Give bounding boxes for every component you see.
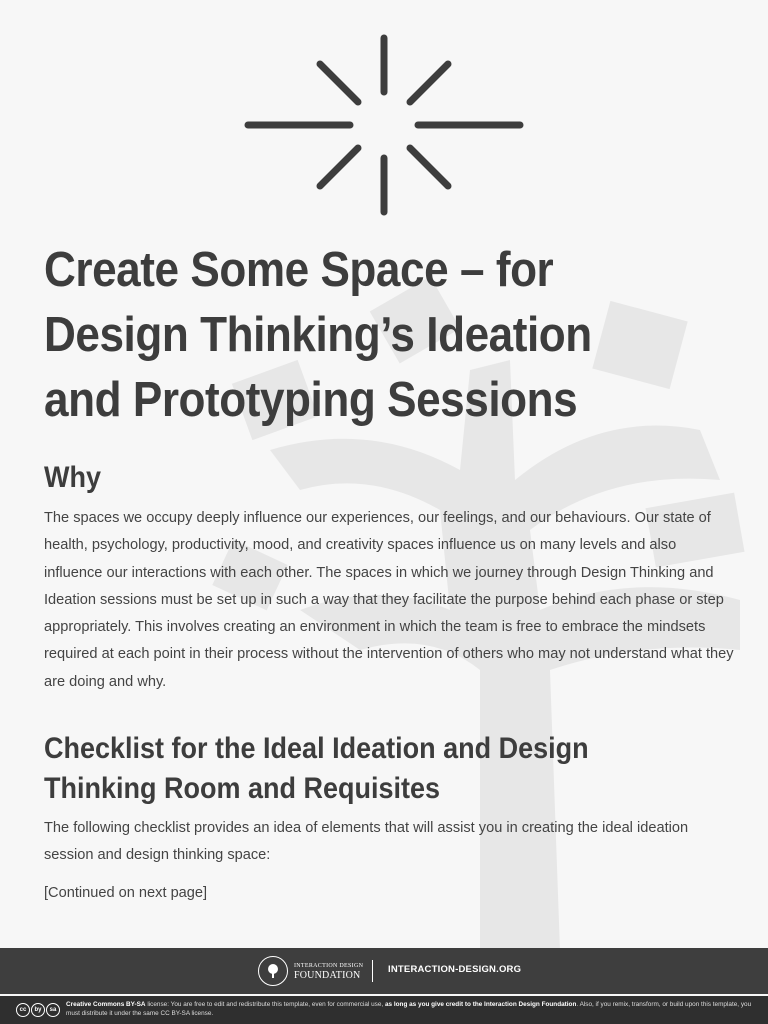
idf-logo-icon — [258, 956, 288, 986]
checklist-paragraph: The following checklist provides an idea of elements that will assist you in creating the ideal ideation session and design thinking space: — [44, 820, 689, 864]
logo-small-text: INTERACTION DESIGN — [294, 963, 364, 969]
logo-big-text: FOUNDATION — [294, 970, 361, 981]
footer-bar — [0, 948, 768, 994]
license-text — [66, 1000, 756, 1018]
burst-icon — [240, 30, 528, 220]
sa-icon: sa — [46, 1003, 60, 1017]
license-text-part2: . Also, if you remix, transform, or build upon this template, you must distribute it under the same CC BY-SA license. — [66, 1001, 752, 1017]
why-heading: Why — [44, 461, 101, 494]
cc-license-icons[interactable] — [16, 1003, 60, 1017]
continued-note: [Continued on next page] — [44, 885, 208, 901]
by-icon: by — [31, 1003, 45, 1017]
why-paragraph: The spaces we occupy deeply influence our experiences, our feelings, and our behaviours. Our state of health, psychology, productivity, mood, and creativity spaces influence us on many levels and also influence our interactions with each other. The spaces in which we journey through Design Thinking and Ideation sessions must be set up in such a way that they facilitate the purpose behind each phase or step appropriately. This involves creating an environment in which the team is free to embrace the mindsets required at each point in their process without the intervention of others who may not understand what they are doing and why. — [44, 510, 734, 690]
license-name: Creative Commons BY-SA — [66, 1001, 146, 1008]
cc-icon: cc — [16, 1003, 30, 1017]
license-emphasis: as long as you give credit to the Interaction Design Foundation — [384, 1001, 577, 1008]
license-text-part1: license: You are free to edit and redistribute this template, even for commercial use, — [145, 1001, 385, 1008]
footer-url-link[interactable]: INTERACTION-DESIGN.ORG — [388, 964, 522, 975]
license-bar — [0, 994, 768, 1024]
idf-logo-text — [294, 961, 363, 981]
checklist-heading: Checklist for the Ideal Ideation and Design Thinking Room and Requisites — [44, 732, 589, 805]
footer-divider — [372, 960, 373, 982]
idf-logo[interactable] — [258, 956, 363, 986]
page-title: Create Some Space – for Design Thinking’s Ideation and Prototyping Sessions — [44, 243, 592, 427]
